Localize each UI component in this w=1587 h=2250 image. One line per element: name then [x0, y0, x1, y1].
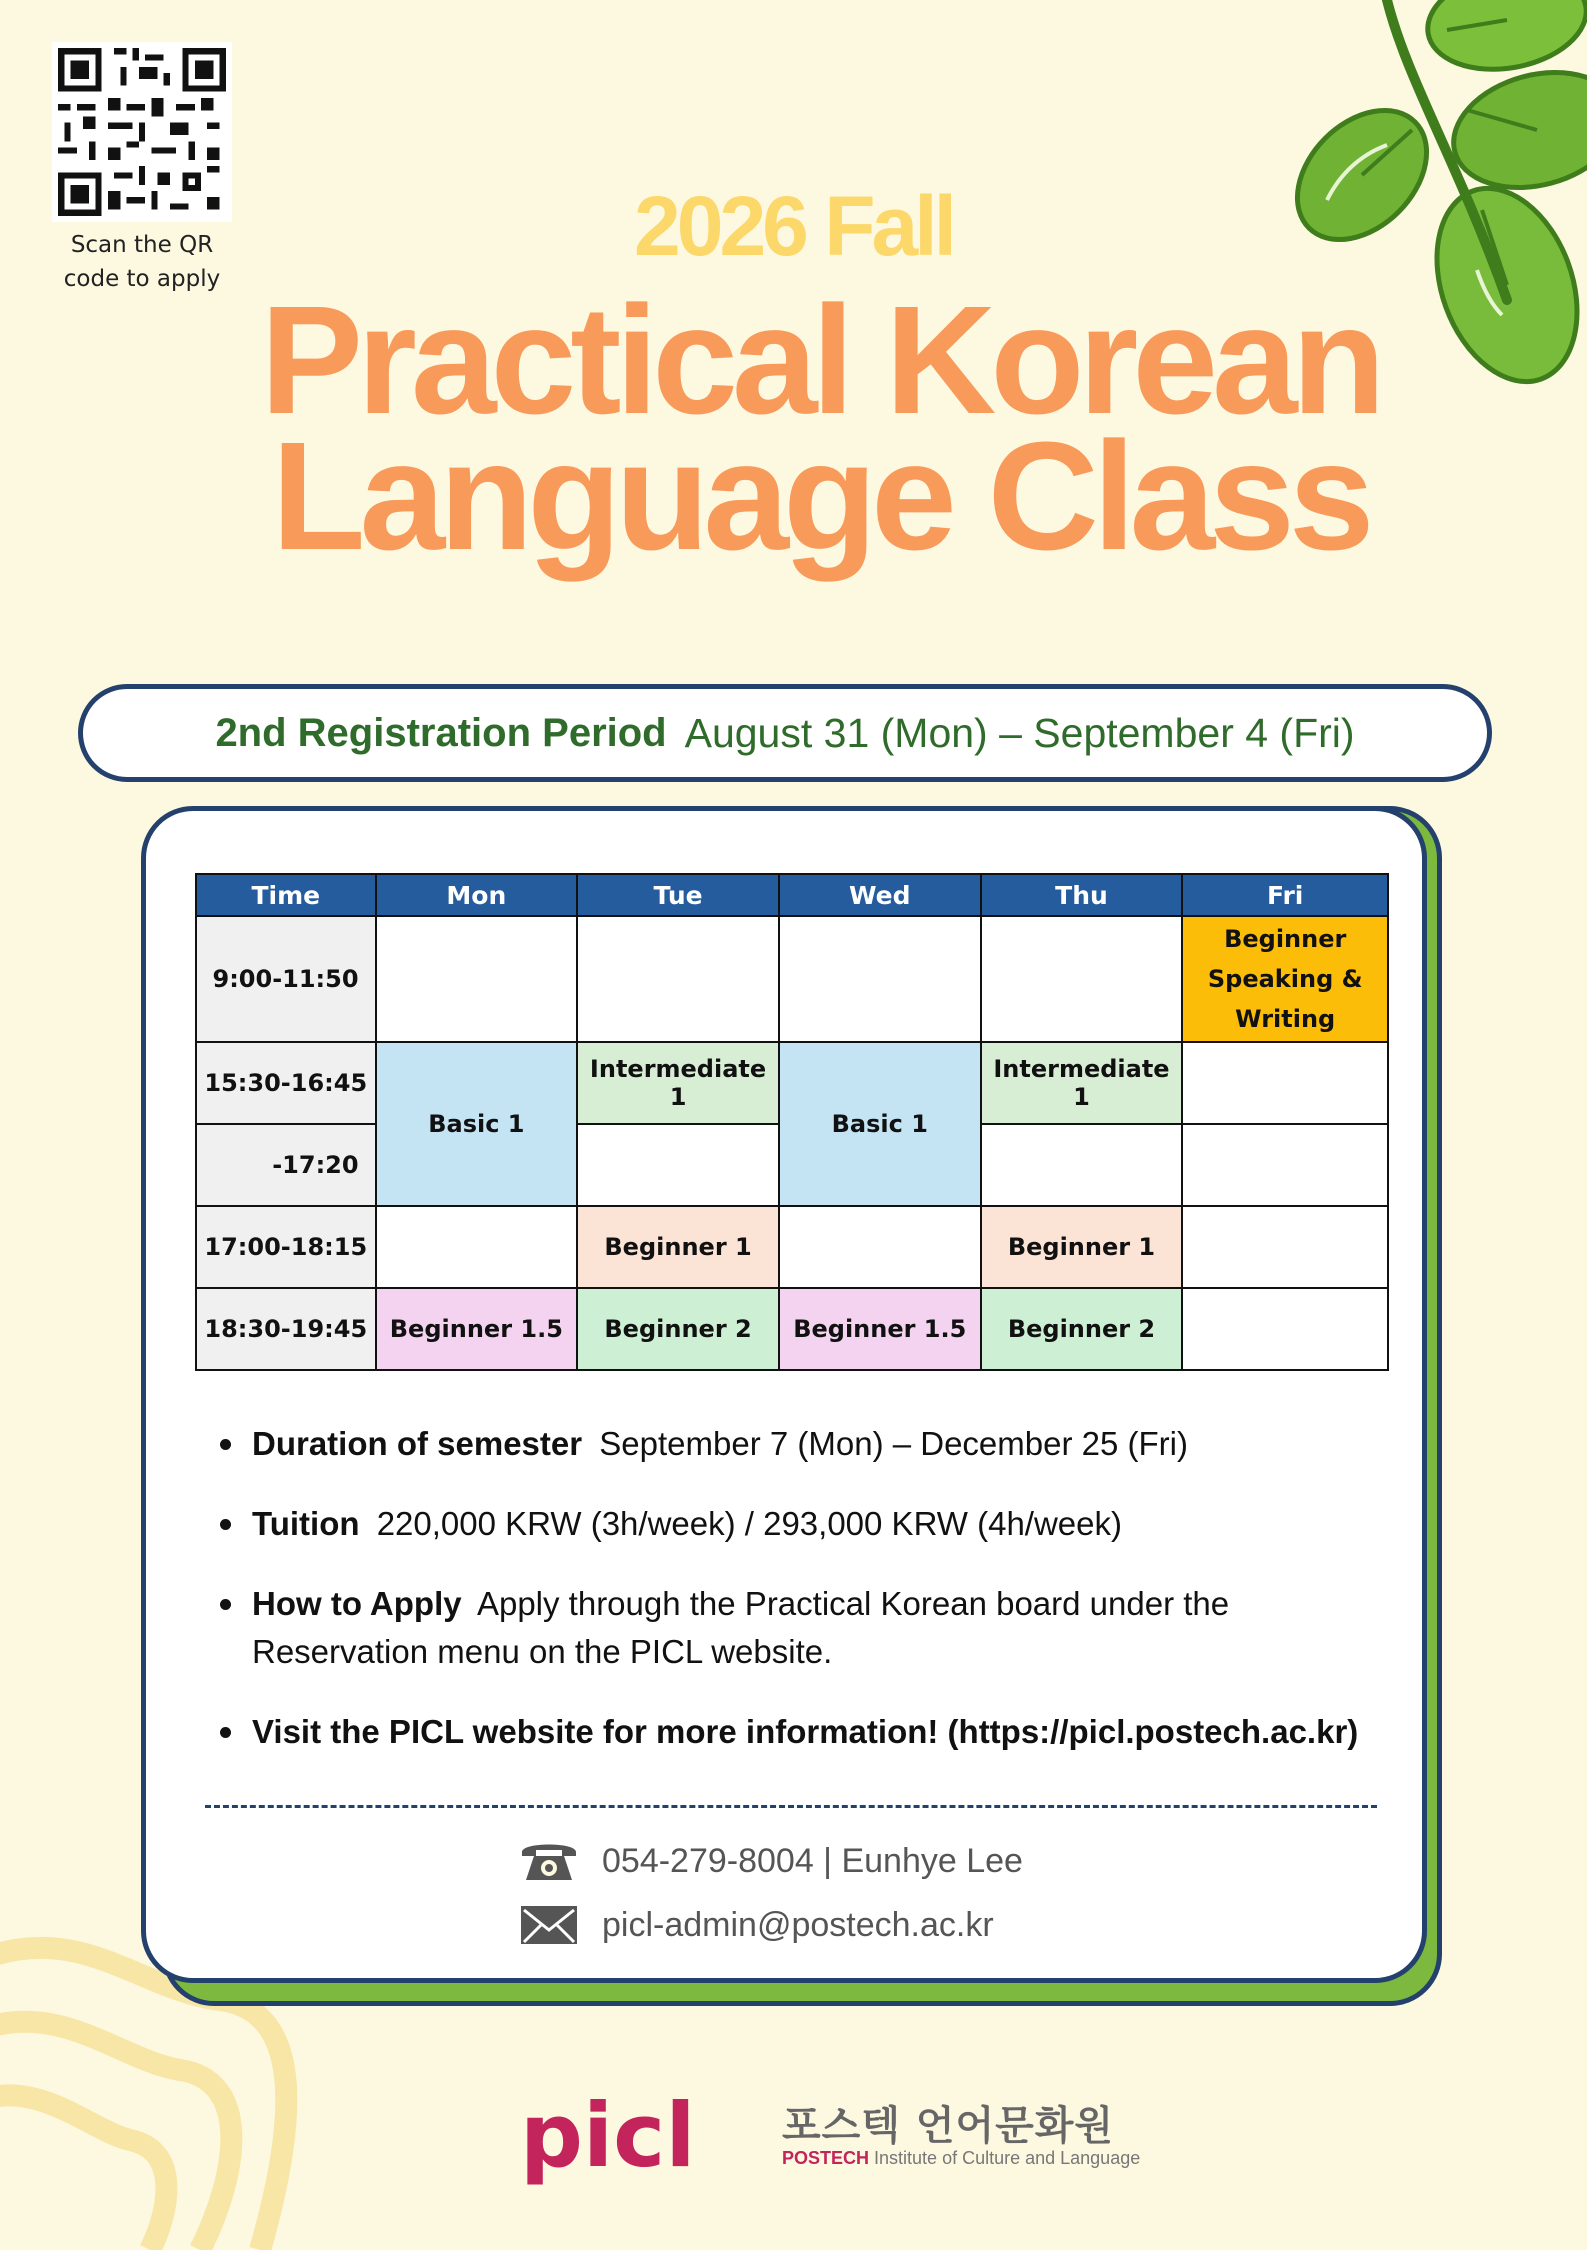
info-list: [218, 1420, 1378, 1788]
registration-dates: August 31 (Mon) – September 4 (Fri): [684, 709, 1355, 756]
class-cell-intermediate-1: Intermediate 1: [577, 1042, 779, 1124]
col-header-fri: Fri: [1182, 874, 1388, 916]
empty-cell: [376, 916, 578, 1042]
time-cell: 17:00-18:15: [196, 1206, 376, 1288]
contact-phone: 054-279-8004 | Eunhye Lee: [602, 1841, 1023, 1880]
table-row: [196, 1288, 1388, 1370]
list-item-visit-website: [218, 1708, 1378, 1756]
list-item-how-to-apply: [218, 1580, 1378, 1676]
institute-korean-name: 포스텍 언어문화원: [782, 2103, 1115, 2149]
class-cell-beginner-1: Beginner 1: [981, 1206, 1183, 1288]
time-cell: -17:20: [196, 1124, 376, 1206]
contact-email-row: [518, 1902, 994, 1948]
empty-cell: [779, 916, 981, 1042]
time-cell: 15:30-16:45: [196, 1042, 376, 1124]
duration-label: Duration of semester: [252, 1425, 583, 1462]
col-header-thu: Thu: [981, 874, 1183, 916]
apply-value: Apply through the Practical Korean board under the Reservation menu on the PICL website.: [252, 1585, 1230, 1670]
class-schedule-table: [195, 873, 1389, 1371]
visit-website-text[interactable]: Visit the PICL website for more information! (https://picl.postech.ac.kr): [252, 1713, 1359, 1750]
picl-logo: [520, 2096, 770, 2191]
col-header-tue: Tue: [577, 874, 779, 916]
contact-phone-row: [518, 1838, 1023, 1884]
telephone-icon: [518, 1838, 580, 1884]
institute-english-prefix: POSTECH: [782, 2148, 870, 2168]
class-cell-beginner-speaking-writing: Beginner Speaking & Writing: [1182, 916, 1388, 1042]
table-row: [196, 916, 1388, 1042]
class-cell-intermediate-1: Intermediate 1: [981, 1042, 1183, 1124]
class-cell-basic-1: Basic 1: [376, 1042, 578, 1206]
class-cell-beginner-1-5: Beginner 1.5: [779, 1288, 981, 1370]
col-header-mon: Mon: [376, 874, 578, 916]
col-header-time: Time: [196, 874, 376, 916]
time-cell: 9:00-11:50: [196, 916, 376, 1042]
qr-caption: Scan the QR code to apply: [63, 232, 221, 292]
class-cell-beginner-2: Beginner 2: [577, 1288, 779, 1370]
table-header-row: [196, 874, 1388, 916]
empty-cell: [1182, 1124, 1388, 1206]
page-title: [0, 274, 1587, 582]
empty-cell: [577, 1124, 779, 1206]
institute-english-name: [782, 2148, 1140, 2169]
empty-cell: [779, 1206, 981, 1288]
registration-period-banner: [78, 684, 1492, 782]
envelope-icon: [518, 1902, 580, 1948]
empty-cell: [376, 1206, 578, 1288]
col-header-wed: Wed: [779, 874, 981, 916]
class-cell-beginner-1-5: Beginner 1.5: [376, 1288, 578, 1370]
tuition-value: 220,000 KRW (3h/week) / 293,000 KRW (4h/week): [376, 1505, 1123, 1542]
title-line-2: Language Class: [271, 410, 1369, 582]
time-cell: 18:30-19:45: [196, 1288, 376, 1370]
empty-cell: [577, 916, 779, 1042]
class-cell-basic-1: Basic 1: [779, 1042, 981, 1206]
class-cell-beginner-1: Beginner 1: [577, 1206, 779, 1288]
empty-cell: [1182, 1042, 1388, 1124]
picl-logo-text: picl: [520, 2096, 696, 2187]
institute-english-rest: Institute of Culture and Language: [874, 2148, 1141, 2168]
empty-cell: [1182, 1206, 1388, 1288]
tuition-label: Tuition: [252, 1505, 360, 1542]
class-cell-beginner-2: Beginner 2: [981, 1288, 1183, 1370]
title-line-1: Practical Korean: [260, 274, 1380, 446]
list-item-duration: [218, 1420, 1378, 1468]
empty-cell: [981, 916, 1183, 1042]
empty-cell: [981, 1124, 1183, 1206]
table-row: [196, 1042, 1388, 1124]
season-heading: 2026 Fall: [634, 179, 953, 273]
duration-value: September 7 (Mon) – December 25 (Fri): [599, 1425, 1188, 1462]
contact-email[interactable]: picl-admin@postech.ac.kr: [602, 1905, 994, 1944]
registration-label: 2nd Registration Period: [215, 710, 667, 755]
table-row: [196, 1206, 1388, 1288]
apply-label: How to Apply: [252, 1585, 462, 1622]
dashed-divider: [205, 1805, 1377, 1808]
empty-cell: [1182, 1288, 1388, 1370]
list-item-tuition: [218, 1500, 1378, 1548]
